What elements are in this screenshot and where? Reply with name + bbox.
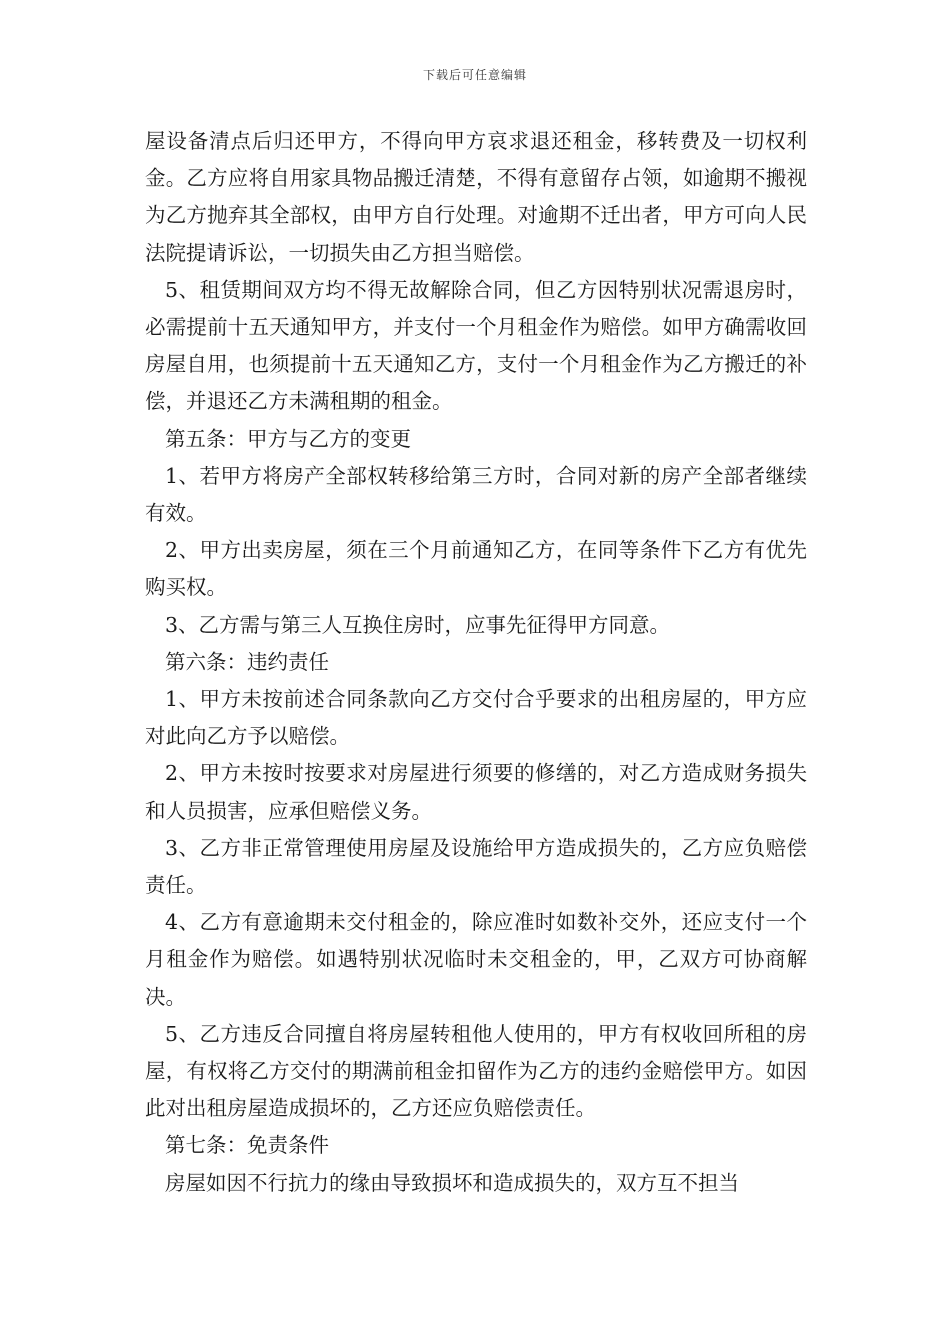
section-heading: 第七条：免责条件 bbox=[165, 1133, 329, 1158]
paragraph: 1、甲方未按前述合同条款向乙方交付合乎要求的出租房屋的，甲方应对此向乙方予以赔偿。 bbox=[145, 687, 807, 749]
page-header: 下载后可任意编辑 bbox=[422, 68, 527, 82]
paragraph: 4、乙方有意逾期未交付租金的，除应准时如数补交外，还应支付一个月租金作为赔偿。如遇特别状况临时未交租金的，甲，乙双方可协商解决。 bbox=[145, 910, 807, 1009]
paragraph: 5、租赁期间双方均不得无故解除合同，但乙方因特别状况需退房时，必需提前十五天通知甲方，并支付一个月租金作为赔偿。如甲方确需收回房屋自用，也须提前十五天通知乙方，支付一个月租金作为乙方搬迁的补偿，并退还乙方未满租期的租金。 bbox=[145, 277, 807, 414]
paragraph: 2、甲方未按时按要求对房屋进行须要的修缮的，对乙方造成财务损失和人员损害，应承但赔偿义务。 bbox=[145, 761, 807, 823]
paragraph: 3、乙方非正常管理使用房屋及设施给甲方造成损失的，乙方应负赔偿责任。 bbox=[145, 835, 807, 898]
section-heading: 第五条：甲方与乙方的变更 bbox=[165, 426, 411, 451]
paragraph: 3、乙方需与第三人互换住房时，应事先征得甲方同意。 bbox=[165, 612, 671, 637]
paragraph: 1、若甲方将房产全部权转移给第三方时，合同对新的房产全部者继续有效。 bbox=[145, 463, 807, 526]
paragraph: 2、甲方出卖房屋，须在三个月前通知乙方，在同等条件下乙方有优先购买权。 bbox=[145, 538, 807, 600]
document-body bbox=[145, 123, 807, 1202]
paragraph: 5、乙方违反合同擅自将房屋转租他人使用的，甲方有权收回所租的房屋，有权将乙方交付的期满前租金扣留作为乙方的违约金赔偿甲方。如因此对出租房屋造成损坏的，乙方还应负赔偿责任。 bbox=[145, 1021, 807, 1121]
paragraph: 屋设备清点后归还甲方，不得向甲方哀求退还租金，移转费及一切权利金。乙方应将自用家具物品搬迁清楚，不得有意留存占领，如逾期不搬视为乙方抛弃其全部权，由甲方自行处理。对逾期不迁出者，甲方可向人民法院提请诉讼，一切损失由乙方担当赔偿。 bbox=[145, 129, 807, 265]
section-heading: 第六条：违约责任 bbox=[165, 649, 329, 674]
paragraph: 房屋如因不行抗力的缘由导致损坏和造成损失的，双方互不担当 bbox=[165, 1170, 739, 1195]
